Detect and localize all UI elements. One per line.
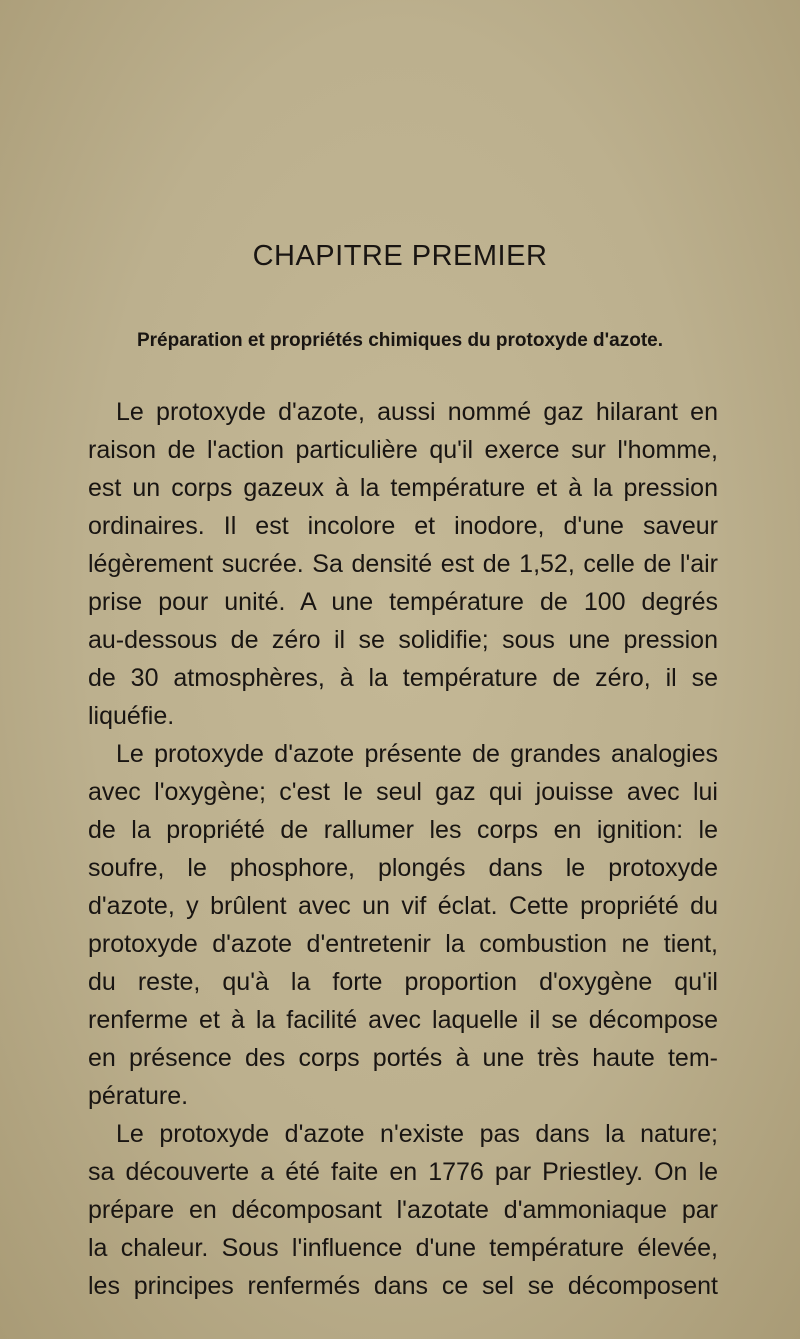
text-line: de la propriété de rallumer les corps en ignition: le [88, 816, 718, 844]
text-line: au-dessous de zéro il se solidifie; sous une pression [88, 626, 718, 654]
text-line: avec l'oxygène; c'est le seul gaz qui jouisse avec lui [88, 778, 718, 806]
text-line: d'azote, y brûlent avec un vif éclat. Cette propriété du [88, 892, 718, 920]
text-line: pérature. [88, 1082, 189, 1110]
text-line: Le protoxyde d'azote n'existe pas dans la nature; [116, 1120, 718, 1148]
text-line: Le protoxyde d'azote présente de grandes analogies [116, 740, 718, 768]
text-line: de 30 atmosphères, à la température de zéro, il se [88, 664, 718, 692]
text-line: en présence des corps portés à une très haute tem- [88, 1044, 718, 1072]
text-line: du reste, qu'à la forte proportion d'oxygène qu'il [88, 968, 718, 996]
chapter-title: CHAPITRE PREMIER [252, 240, 548, 272]
text-line: les principes renfermés dans ce sel se décomposent [88, 1272, 718, 1300]
text-line: liquéfie. [88, 702, 175, 730]
text-line: renferme et à la facilité avec laquelle il se décompose [88, 1006, 718, 1034]
section-title: Préparation et propriétés chimiques du protoxyde d'azote. [136, 330, 664, 351]
text-line: prise pour unité. A une température de 100 degrés [88, 588, 718, 616]
text-line: est un corps gazeux à la température et à la pression [88, 474, 718, 502]
text-line: Le protoxyde d'azote, aussi nommé gaz hilarant en [116, 398, 718, 426]
body-text [88, 393, 718, 1305]
text-line: ordinaires. Il est incolore et inodore, d'une saveur [88, 512, 718, 540]
text-line: prépare en décomposant l'azotate d'ammoniaque par [88, 1196, 718, 1224]
text-line: légèrement sucrée. Sa densité est de 1,52, celle de l'air [88, 550, 718, 578]
text-line: raison de l'action particulière qu'il exerce sur l'homme, [88, 436, 718, 464]
text-line: soufre, le phosphore, plongés dans le protoxyde [88, 854, 718, 882]
text-line: protoxyde d'azote d'entretenir la combustion ne tient, [88, 930, 718, 958]
text-line: la chaleur. Sous l'influence d'une température élevée, [88, 1234, 718, 1262]
text-line: sa découverte a été faite en 1776 par Priestley. On le [88, 1158, 718, 1186]
